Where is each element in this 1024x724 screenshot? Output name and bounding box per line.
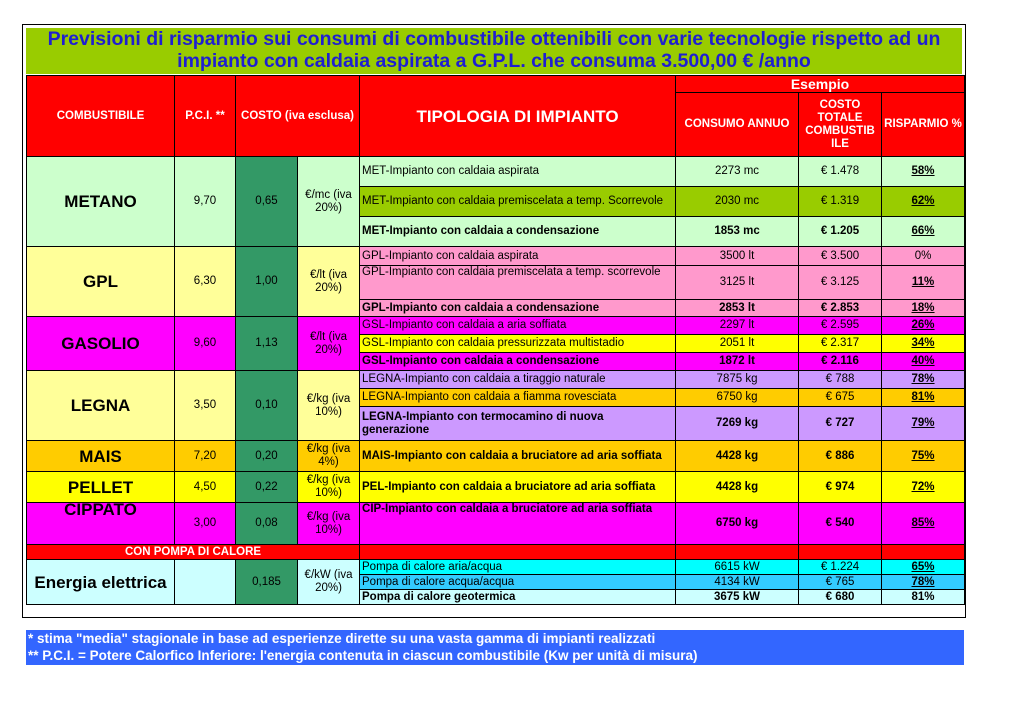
consumo-value: 1853 mc: [676, 217, 799, 247]
costo-value: € 788: [799, 371, 882, 389]
impianto-type: GPL-Impianto con caldaia a condensazione: [360, 300, 676, 317]
costo-value: € 2.317: [799, 335, 882, 353]
costo-value: € 675: [799, 389, 882, 407]
header-risparmio: RISPARMIO %: [882, 93, 965, 157]
table-row: [27, 472, 965, 503]
fuel-cost: 0,20: [236, 441, 298, 472]
footnote-2: ** P.C.I. = Potere Calorfico Inferiore: l'energia contenuta in ciascun combustibile (Kw per unità di misura): [28, 648, 698, 663]
costo-value: € 680: [799, 590, 882, 605]
header-combustibile: COMBUSTIBILE: [27, 76, 175, 157]
header-row: [27, 76, 965, 93]
fuel-unit: €/kg (iva 4%): [298, 441, 360, 472]
consumo-value: 3125 lt: [676, 266, 799, 300]
impianto-type: Pompa di calore acqua/acqua: [360, 575, 676, 590]
pompa-header-row: [27, 545, 965, 560]
risparmio-value: 78%: [882, 371, 965, 389]
fuel-unit: €/kg (iva 10%): [298, 472, 360, 503]
risparmio-value: 18%: [882, 300, 965, 317]
costo-value: € 765: [799, 575, 882, 590]
title-line-2: impianto con caldaia aspirata a G.P.L. che consuma 3.500,00 € /anno: [177, 50, 811, 72]
costo-value: € 1.205: [799, 217, 882, 247]
fuel-name: MAIS: [27, 441, 175, 472]
fuel-name: METANO: [27, 157, 175, 247]
impianto-type: CIP-Impianto con caldaia a bruciatore ad aria soffiata: [360, 503, 676, 545]
consumo-value: 2030 mc: [676, 187, 799, 217]
fuel-unit: €/lt (iva 20%): [298, 317, 360, 371]
table-row: [27, 247, 965, 266]
header-costo: COSTO (iva esclusa): [236, 76, 360, 157]
pompa-label: CON POMPA DI CALORE: [27, 545, 360, 560]
fuel-name: PELLET: [27, 472, 175, 503]
risparmio-value: 0%: [882, 247, 965, 266]
table-row: [27, 371, 965, 389]
fuel-pci: 6,30: [175, 247, 236, 317]
impianto-type: GSL-Impianto con caldaia a aria soffiata: [360, 317, 676, 335]
consumo-value: 6750 kg: [676, 389, 799, 407]
fuel-name: LEGNA: [27, 371, 175, 441]
consumo-value: 1872 lt: [676, 353, 799, 371]
risparmio-value: 81%: [882, 389, 965, 407]
title-line-1: Previsioni di risparmio sui consumi di combustibile ottenibili con varie tecnologie rispetto ad un: [47, 28, 941, 50]
costo-value: € 727: [799, 407, 882, 441]
table-row: [27, 560, 965, 575]
footnote-1: * stima "media" stagionale in base ad esperienze dirette su una vasta gamma di impianti realizzati: [28, 631, 656, 646]
risparmio-value: 79%: [882, 407, 965, 441]
fuel-pci: 3,50: [175, 371, 236, 441]
header-costo-totale: COSTO TOTALE COMBUSTIB ILE: [799, 93, 882, 157]
impianto-type: LEGNA-Impianto con caldaia a fiamma rovesciata: [360, 389, 676, 407]
risparmio-value: 85%: [882, 503, 965, 545]
fuel-cost: 0,185: [236, 560, 298, 605]
impianto-type: Pompa di calore aria/acqua: [360, 560, 676, 575]
costo-value: € 3.500: [799, 247, 882, 266]
consumo-value: 2853 lt: [676, 300, 799, 317]
costo-value: € 3.125: [799, 266, 882, 300]
fuel-name: GPL: [27, 247, 175, 317]
consumo-value: 3500 lt: [676, 247, 799, 266]
fuel-unit: €/lt (iva 20%): [298, 247, 360, 317]
risparmio-value: 58%: [882, 157, 965, 187]
risparmio-value: 78%: [882, 575, 965, 590]
impianto-type: PEL-Impianto con caldaia a bruciatore ad aria soffiata: [360, 472, 676, 503]
impianto-type: MET-Impianto con caldaia premiscelata a temp. Scorrevole: [360, 187, 676, 217]
consumo-value: 3675 kW: [676, 590, 799, 605]
fuel-name: GASOLIO: [27, 317, 175, 371]
impianto-type: GPL-Impianto con caldaia premiscelata a temp. scorrevole: [360, 266, 676, 300]
costo-value: € 540: [799, 503, 882, 545]
page-title: [26, 28, 962, 74]
risparmio-value: 26%: [882, 317, 965, 335]
fuel-pci: [175, 560, 236, 605]
risparmio-value: 11%: [882, 266, 965, 300]
fuel-unit: €/kg (iva 10%): [298, 503, 360, 545]
fuel-name: CIPPATO: [27, 503, 175, 545]
costo-value: € 2.116: [799, 353, 882, 371]
header-pci: P.C.I. **: [175, 76, 236, 157]
risparmio-value: 65%: [882, 560, 965, 575]
fuel-name: Energia elettrica: [27, 560, 175, 605]
costo-value: € 1.224: [799, 560, 882, 575]
consumo-value: 2273 mc: [676, 157, 799, 187]
consumo-value: 6615 kW: [676, 560, 799, 575]
fuel-pci: 7,20: [175, 441, 236, 472]
table-row: [27, 157, 965, 187]
fuel-cost: 1,00: [236, 247, 298, 317]
header-esempio: Esempio: [676, 76, 965, 93]
header-consumo: CONSUMO ANNUO: [676, 93, 799, 157]
consumo-value: 4428 kg: [676, 472, 799, 503]
impianto-type: LEGNA-Impianto con termocamino di nuova generazione: [360, 407, 676, 441]
fuel-pci: 9,60: [175, 317, 236, 371]
consumo-value: 6750 kg: [676, 503, 799, 545]
impianto-type: MET-Impianto con caldaia aspirata: [360, 157, 676, 187]
fuel-pci: 3,00: [175, 503, 236, 545]
consumo-value: 2051 lt: [676, 335, 799, 353]
impianto-type: GSL-Impianto con caldaia a condensazione: [360, 353, 676, 371]
fuel-pci: 4,50: [175, 472, 236, 503]
fuel-cost: 0,08: [236, 503, 298, 545]
fuel-pci: 9,70: [175, 157, 236, 247]
fuel-cost: 0,65: [236, 157, 298, 247]
fuel-unit: €/kW (iva 20%): [298, 560, 360, 605]
costo-value: € 1.478: [799, 157, 882, 187]
fuel-cost: 1,13: [236, 317, 298, 371]
consumo-value: 7269 kg: [676, 407, 799, 441]
impianto-type: LEGNA-Impianto con caldaia a tiraggio naturale: [360, 371, 676, 389]
table-row: [27, 317, 965, 335]
risparmio-value: 66%: [882, 217, 965, 247]
consumo-value: 7875 kg: [676, 371, 799, 389]
footnotes: [26, 630, 964, 665]
costo-value: € 886: [799, 441, 882, 472]
header-tipologia: TIPOLOGIA DI IMPIANTO: [360, 76, 676, 157]
table-row: [27, 503, 965, 545]
consumo-value: 4428 kg: [676, 441, 799, 472]
risparmio-value: 34%: [882, 335, 965, 353]
costo-value: € 974: [799, 472, 882, 503]
fuel-cost: 0,22: [236, 472, 298, 503]
risparmio-value: 62%: [882, 187, 965, 217]
risparmio-value: 40%: [882, 353, 965, 371]
risparmio-value: 75%: [882, 441, 965, 472]
risparmio-value: 72%: [882, 472, 965, 503]
costo-value: € 2.595: [799, 317, 882, 335]
savings-table: [26, 75, 965, 605]
fuel-unit: €/kg (iva 10%): [298, 371, 360, 441]
impianto-type: Pompa di calore geotermica: [360, 590, 676, 605]
impianto-type: MET-Impianto con caldaia a condensazione: [360, 217, 676, 247]
table-row: [27, 441, 965, 472]
impianto-type: GSL-Impianto con caldaia pressurizzata multistadio: [360, 335, 676, 353]
fuel-unit: €/mc (iva 20%): [298, 157, 360, 247]
impianto-type: MAIS-Impianto con caldaia a bruciatore ad aria soffiata: [360, 441, 676, 472]
consumo-value: 2297 lt: [676, 317, 799, 335]
risparmio-value: 81%: [882, 590, 965, 605]
costo-value: € 1.319: [799, 187, 882, 217]
fuel-cost: 0,10: [236, 371, 298, 441]
costo-value: € 2.853: [799, 300, 882, 317]
impianto-type: GPL-Impianto con caldaia aspirata: [360, 247, 676, 266]
consumo-value: 4134 kW: [676, 575, 799, 590]
